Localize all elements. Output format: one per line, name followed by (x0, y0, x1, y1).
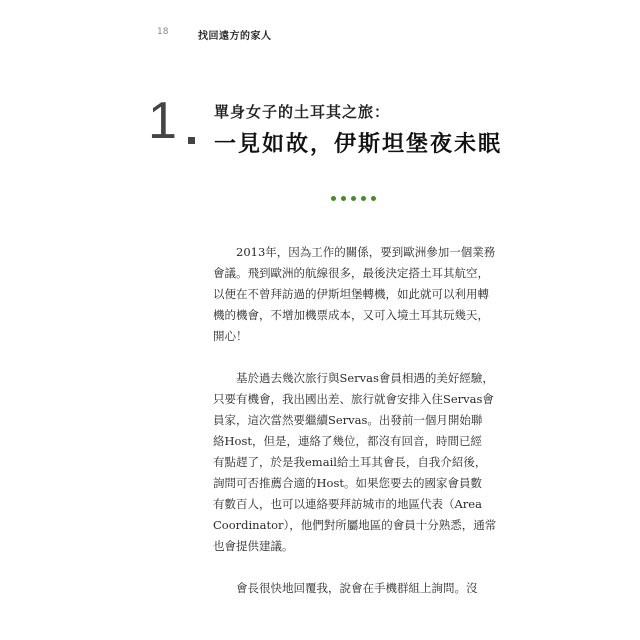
paragraph-line: 以便在不曾拜訪過的伊斯坦堡轉機，如此就可以利用轉 (213, 287, 489, 301)
paragraph (213, 242, 496, 347)
paragraph-line: 基於過去幾次旅行與Servas會員相遇的美好經驗， (236, 371, 494, 385)
paragraph (213, 578, 489, 599)
paragraph-line: 有點趕了，於是我email給土耳其會長，自我介紹後， (213, 455, 487, 469)
paragraph-line: 絡Host，但是，連絡了幾位，都沒有回音，時間已經 (213, 434, 482, 448)
chapter-number-dot (188, 137, 195, 144)
page-number: 18 (157, 27, 169, 37)
chapter-title: 一見如故，伊斯坦堡夜未眠 (214, 132, 503, 157)
paragraph-line: 詢問可否推薦合適的Host。如果您要去的國家會員數 (213, 476, 482, 490)
ornament-dot (331, 196, 336, 201)
chapter-number: 1 (148, 92, 177, 150)
paragraph-line: 2013年，因為工作的關係，要到歐洲參加一個業務 (236, 245, 496, 259)
chapter-subtitle: 單身女子的土耳其之旅： (214, 103, 391, 121)
paragraph-line: 機的機會，不增加機票成本，又可入境土耳其玩幾天， (213, 308, 489, 322)
paragraph (213, 368, 497, 557)
ornament-dot (371, 196, 376, 201)
paragraph-line: 有數百人，也可以連絡要拜訪城市的地區代表（Area (213, 497, 482, 511)
paragraph-line: 員家，這次當然要繼續Servas。出發前一個月開始聯 (213, 413, 483, 427)
body-text (213, 242, 497, 620)
page-header (0, 27, 640, 47)
ornament-dot (351, 196, 356, 201)
paragraph-line: Coordinator），他們對所屬地區的會員十分熟悉，通常 (213, 518, 497, 532)
ornament-dot (341, 196, 346, 201)
running-title: 找回遠方的家人 (198, 31, 272, 42)
section-ornament (331, 196, 376, 201)
paragraph-line: 開心！ (213, 329, 248, 343)
chapter-heading (148, 92, 508, 165)
paragraph-line: 會長很快地回覆我，說會在手機群組上詢問。沒 (236, 581, 478, 595)
paragraph-line: 只要有機會，我出國出差、旅行就會安排入住Servas會 (213, 392, 494, 406)
paragraph-line: 也會提供建議。 (213, 539, 294, 553)
ornament-dot (361, 196, 366, 201)
paragraph-line: 會議。飛到歐洲的航線很多，最後決定搭土耳其航空， (213, 266, 489, 280)
